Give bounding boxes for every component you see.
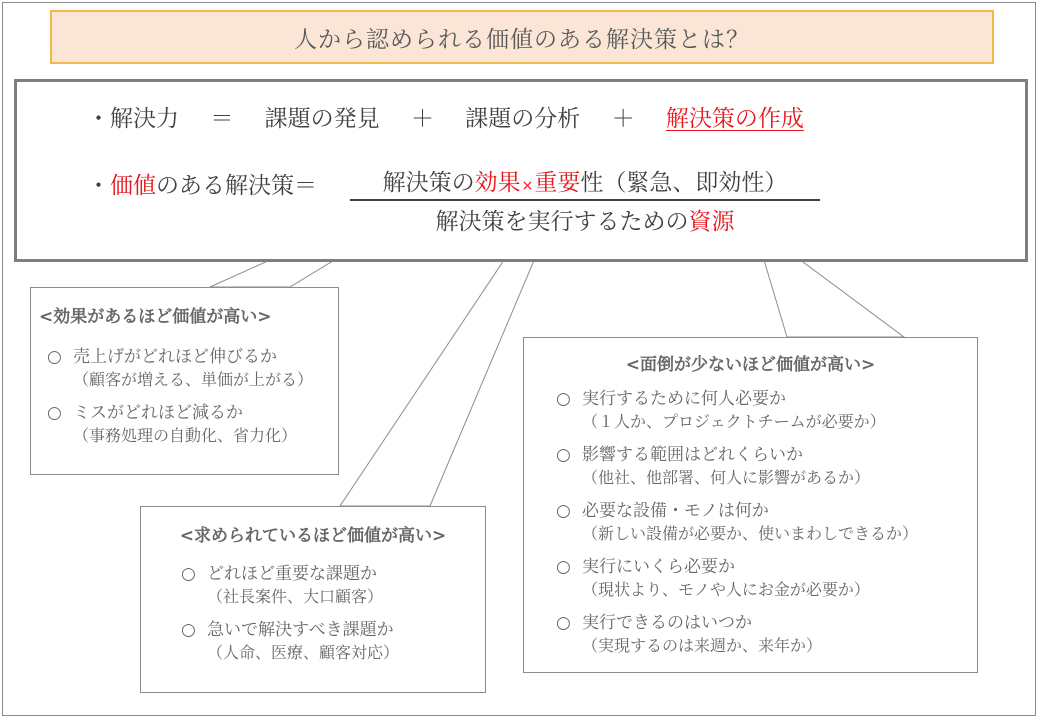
callout-demand xyxy=(140,506,486,693)
list-item xyxy=(181,559,485,584)
list-item-text: 売上げがどれほど伸びるか xyxy=(73,347,277,367)
fraction-numerator xyxy=(350,164,820,201)
list-item-note: （他社、他部署、何人に影響があるか） xyxy=(582,468,871,487)
numerator-effect: 効果 xyxy=(474,170,521,196)
list-item-text: 影響する範囲はどれくらいか xyxy=(582,445,803,465)
fraction-denominator xyxy=(350,201,820,236)
numerator-part-a: 解決策の xyxy=(382,170,475,196)
list-item xyxy=(47,398,338,423)
denominator-resources: 資源 xyxy=(688,209,735,235)
list-item xyxy=(556,496,977,521)
list-item-note: （現状より、モノや人にお金が必要か） xyxy=(582,580,870,599)
formula-row-resolution xyxy=(87,100,804,133)
list-item-note: （社長案件、大口顧客） xyxy=(207,587,384,606)
circle-bullet-icon: ○ xyxy=(47,403,62,423)
circle-bullet-icon: ○ xyxy=(47,347,62,367)
formula2-rest: のある解決策 xyxy=(156,173,294,199)
formula1-plus-1: ＋ xyxy=(410,106,434,132)
circle-bullet-icon: ○ xyxy=(556,389,571,409)
list-item-text: 急いで解決すべき課題か xyxy=(207,620,394,640)
list-item-text: どれほど重要な課題か xyxy=(207,564,377,584)
list-item xyxy=(556,608,977,633)
formula1-plus-2: ＋ xyxy=(611,106,635,132)
list-item xyxy=(181,615,485,640)
list-item-text: 必要な設備・モノは何か xyxy=(582,501,769,521)
formula2-bullet: ・ xyxy=(87,173,110,199)
callout-effort xyxy=(523,337,978,673)
list-item xyxy=(556,384,977,409)
circle-bullet-icon: ○ xyxy=(556,557,571,577)
formula1-term-discovery: 課題の発見 xyxy=(264,106,380,132)
list-item xyxy=(556,552,977,577)
callout-effect-title: <効果があるほど価値が高い> xyxy=(39,307,272,327)
circle-bullet-icon: ○ xyxy=(556,445,571,465)
callout-effect-list xyxy=(31,342,338,446)
callout-effort-list xyxy=(524,384,977,656)
formula1-equals: ＝ xyxy=(210,106,234,132)
list-item-note: （実現するのは来週か、来年か） xyxy=(582,636,823,655)
denominator-part-a: 解決策を実行するための xyxy=(435,209,689,235)
list-item xyxy=(556,440,977,465)
numerator-importance: 重要 xyxy=(534,170,581,196)
callout-demand-title: <求められているほど価値が高い> xyxy=(179,526,447,546)
circle-bullet-icon: ○ xyxy=(181,564,196,584)
list-item-note: （１人か、プロジェクトチームが必要か） xyxy=(582,412,886,431)
numerator-times: × xyxy=(521,178,534,194)
formula1-label: ・解決力 xyxy=(87,106,179,132)
list-item-note: （新しい設備が必要か、使いまわしできるか） xyxy=(582,524,919,543)
formula-box xyxy=(14,79,1028,262)
callout-effect xyxy=(30,287,339,475)
circle-bullet-icon: ○ xyxy=(556,501,571,521)
list-item-text: 実行にいくら必要か xyxy=(582,557,735,577)
callout-demand-list xyxy=(141,559,485,663)
list-item-text: 実行するために何人必要か xyxy=(582,389,786,409)
list-item-text: ミスがどれほど減るか xyxy=(73,403,243,423)
formula-row-value xyxy=(87,167,317,200)
list-item xyxy=(47,342,338,367)
formula1-term-analysis: 課題の分析 xyxy=(465,106,581,132)
numerator-part-d: 性（緊急、即効性） xyxy=(580,170,788,196)
formula1-term-creation: 解決策の作成 xyxy=(665,106,804,132)
list-item-note: （事務処理の自動化、省力化） xyxy=(73,426,298,445)
formula2-value-word: 価値 xyxy=(110,173,156,199)
title-banner xyxy=(50,10,994,64)
value-fraction xyxy=(350,164,820,236)
formula2-equals: ＝ xyxy=(294,173,317,199)
circle-bullet-icon: ○ xyxy=(556,613,571,633)
list-item-text: 実行できるのはいつか xyxy=(582,613,752,633)
callout-effort-title: <面倒が少ないほど価値が高い> xyxy=(625,355,876,375)
list-item-note: （人命、医療、顧客対応） xyxy=(207,643,400,662)
list-item-note: （顧客が増える、単価が上がる） xyxy=(73,370,314,389)
circle-bullet-icon: ○ xyxy=(181,620,196,640)
page-title: 人から認められる価値のある解決策とは？ xyxy=(294,26,750,53)
